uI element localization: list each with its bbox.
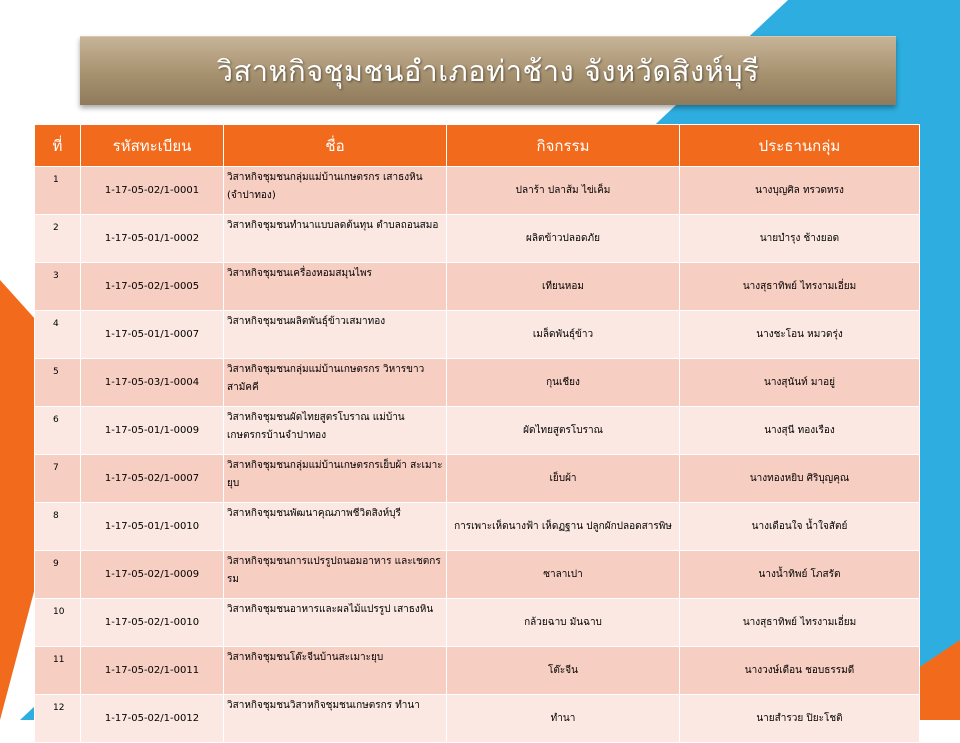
cell-leader: นางทองหยิบ ศิริบุญคุณ (680, 455, 920, 503)
cell-no: 6 (35, 407, 81, 455)
cell-name: วิสาหกิจชุมชนการแปรรูปถนอมอาหาร และเชตกรรม (224, 551, 447, 599)
cell-no: 5 (35, 359, 81, 407)
cell-activity: ทำนา (447, 695, 680, 743)
cell-code: 1-17-05-02/1-0007 (81, 455, 224, 503)
cell-code: 1-17-05-02/1-0012 (81, 695, 224, 743)
header-name: ชื่อ (224, 125, 447, 167)
cell-no: 4 (35, 311, 81, 359)
cell-leader: นางน้ำทิพย์ โภสรัต (680, 551, 920, 599)
cell-activity: ผัดไทยสูตรโบราณ (447, 407, 680, 455)
table-row (35, 407, 920, 455)
enterprise-table-container (34, 124, 919, 724)
cell-activity: กล้วยฉาบ มันฉาบ (447, 599, 680, 647)
cell-name: วิสาหกิจชุมชนอาหารและผลไม้แปรรูป เสาธงหิน (224, 599, 447, 647)
cell-leader: นางชะโอน หมวดรุ่ง (680, 311, 920, 359)
cell-code: 1-17-05-03/1-0004 (81, 359, 224, 407)
table-row (35, 263, 920, 311)
cell-leader: นายบำรุง ช้างยอด (680, 215, 920, 263)
cell-code: 1-17-05-01/1-0010 (81, 503, 224, 551)
title-banner (80, 36, 896, 105)
cell-code: 1-17-05-02/1-0005 (81, 263, 224, 311)
cell-code: 1-17-05-02/1-0001 (81, 167, 224, 215)
table-body (35, 167, 920, 743)
cell-code: 1-17-05-02/1-0010 (81, 599, 224, 647)
cell-no: 12 (35, 695, 81, 743)
cell-no: 7 (35, 455, 81, 503)
header-no: ที่ (35, 125, 81, 167)
cell-name: วิสาหกิจชุมชนผลิตพันธุ์ข้าวเสมาทอง (224, 311, 447, 359)
cell-leader: นางสุนี ทองเรือง (680, 407, 920, 455)
cell-name: วิสาหกิจชุมชนทำนาแบบลดต้นทุน ตำบลถอนสมอ (224, 215, 447, 263)
slide-title: วิสาหกิจชุมชนอำเภอท่าช้าง จังหวัดสิงห์บุรี (216, 54, 760, 88)
cell-name: วิสาหกิจชุมชนผัดไทยสูตรโบราณ แม่บ้าน เกษตรกรบ้านจำปาทอง (224, 407, 447, 455)
cell-activity: ผลิตข้าวปลอดภัย (447, 215, 680, 263)
cell-no: 11 (35, 647, 81, 695)
table-row (35, 599, 920, 647)
cell-code: 1-17-05-01/1-0009 (81, 407, 224, 455)
cell-code: 1-17-05-01/1-0007 (81, 311, 224, 359)
cell-name: วิสาหกิจชุมชนกลุ่มแม่บ้านเกษตรกร เสาธงหิน (จำปาทอง) (224, 167, 447, 215)
table-row (35, 359, 920, 407)
cell-name: วิสาหกิจชุมชนโต๊ะจีนบ้านสะเมาะยุบ (224, 647, 447, 695)
cell-leader: นางเดือนใจ น้ำใจสัตย์ (680, 503, 920, 551)
cell-name: วิสาหกิจชุมชนกลุ่มแม่บ้านเกษตรกร วิหารขาวสามัคคี (224, 359, 447, 407)
cell-activity: กุนเชียง (447, 359, 680, 407)
table-header-row (35, 125, 920, 167)
cell-leader: นางบุญศิล ทรวดทรง (680, 167, 920, 215)
cell-leader: นางสุนันท์ มาอยู่ (680, 359, 920, 407)
header-code: รหัสทะเบียน (81, 125, 224, 167)
cell-no: 8 (35, 503, 81, 551)
cell-activity: เย็บผ้า (447, 455, 680, 503)
table-row (35, 167, 920, 215)
cell-no: 2 (35, 215, 81, 263)
table-row (35, 551, 920, 599)
cell-code: 1-17-05-02/1-0009 (81, 551, 224, 599)
cell-name: วิสาหกิจชุมชนวิสาหกิจชุมชนเกษตรกร ทำนา (224, 695, 447, 743)
cell-no: 10 (35, 599, 81, 647)
header-activity: กิจกรรม (447, 125, 680, 167)
table-row (35, 695, 920, 743)
table-row (35, 647, 920, 695)
cell-leader: นางวงษ์เดือน ชอบธรรมดี (680, 647, 920, 695)
cell-no: 1 (35, 167, 81, 215)
header-leader: ประธานกลุ่ม (680, 125, 920, 167)
cell-name: วิสาหกิจชุมชนเครื่องหอมสมุนไพร (224, 263, 447, 311)
cell-name: วิสาหกิจชุมชนพัฒนาคุณภาพชีวิตสิงห์บุรี (224, 503, 447, 551)
cell-activity: ซาลาเปา (447, 551, 680, 599)
table-row (35, 503, 920, 551)
cell-no: 3 (35, 263, 81, 311)
cell-activity: โต๊ะจีน (447, 647, 680, 695)
cell-activity: เทียนหอม (447, 263, 680, 311)
cell-activity: เมล็ดพันธุ์ข้าว (447, 311, 680, 359)
cell-name: วิสาหกิจชุมชนกลุ่มแม่บ้านเกษตรกรเย็บผ้า สะเมาะยุบ (224, 455, 447, 503)
cell-leader: นางสุธาทิพย์ ไทรงามเอี่ยม (680, 599, 920, 647)
enterprise-table (34, 124, 920, 743)
cell-code: 1-17-05-02/1-0011 (81, 647, 224, 695)
cell-leader: นายสำรวย ปิยะโชติ (680, 695, 920, 743)
table-row (35, 215, 920, 263)
table-row (35, 311, 920, 359)
cell-leader: นางสุธาทิพย์ ไทรงามเอี่ยม (680, 263, 920, 311)
cell-no: 9 (35, 551, 81, 599)
table-row (35, 455, 920, 503)
cell-code: 1-17-05-01/1-0002 (81, 215, 224, 263)
cell-activity: การเพาะเห็ดนางฟ้า เห็ดฏฐาน ปลูกผักปลอดสารพิษ (447, 503, 680, 551)
cell-activity: ปลาร้า ปลาส้ม ไข่เค็ม (447, 167, 680, 215)
